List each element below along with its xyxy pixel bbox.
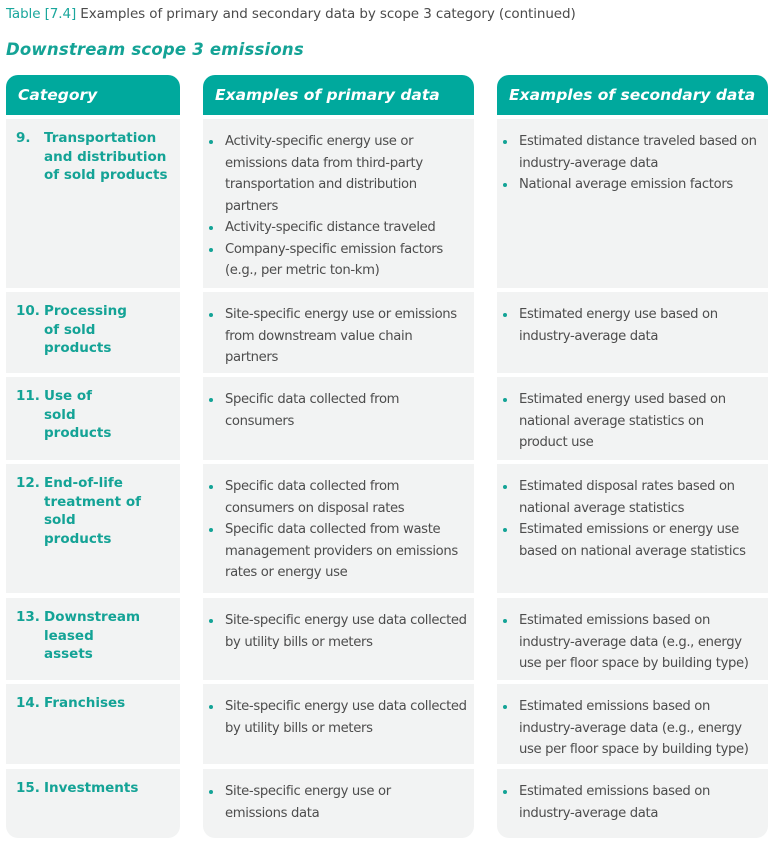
category-number: 12. <box>16 475 40 491</box>
bullet-item: Specific data collected from consumers on disposal rates <box>225 476 425 519</box>
table-number: Table [7.4] <box>6 6 77 22</box>
category-cell <box>6 684 180 764</box>
category-column <box>6 75 180 838</box>
secondary-data-header: Examples of secondary data <box>497 75 768 115</box>
bullet-item: Estimated energy used based on national average statistics on product use <box>519 389 734 454</box>
category-name: End-of-life treatment of sold products <box>44 475 141 547</box>
category-name: Use of sold products <box>44 388 112 441</box>
primary-data-header: Examples of primary data <box>203 75 474 115</box>
category-name: Investments <box>44 780 139 796</box>
table-caption-text: Examples of primary and secondary data by scope 3 category (continued) <box>76 6 576 22</box>
secondary-data-cell <box>497 598 768 680</box>
primary-data-cell <box>203 377 474 460</box>
bullet-item: Estimated emissions based on industry-average data <box>519 781 719 824</box>
category-name: Transportation and distribution of sold products <box>44 130 168 183</box>
category-cell <box>6 119 180 288</box>
bullet-item: Site-specific energy use or emissions data <box>225 781 405 824</box>
bullet-item: National average emission factors <box>519 174 762 196</box>
bullet-item: Site-specific energy use or emissions from downstream value chain partners <box>225 304 468 369</box>
category-name: Downstream leased assets <box>44 609 141 662</box>
bullet-item: Estimated emissions or energy use based on national average statistics <box>519 519 762 562</box>
primary-data-column <box>203 75 474 838</box>
secondary-data-cell <box>497 292 768 373</box>
category-number: 10. <box>16 303 40 319</box>
secondary-data-cell <box>497 377 768 460</box>
primary-data-cell <box>203 769 474 838</box>
category-number: 15. <box>16 780 40 796</box>
bullet-item: Estimated distance traveled based on industry-average data <box>519 131 762 174</box>
bullet-item: Site-specific energy use data collected by utility bills or meters <box>225 696 468 739</box>
section-title: Downstream scope 3 emissions <box>6 40 304 59</box>
category-cell <box>6 377 180 460</box>
bullet-item: Activity-specific distance traveled <box>225 217 468 239</box>
category-cell <box>6 598 180 680</box>
category-number: 13. <box>16 609 40 625</box>
category-number: 11. <box>16 388 40 404</box>
bullet-item: Estimated energy use based on industry-average data <box>519 304 719 347</box>
category-header: Category <box>6 75 180 115</box>
primary-data-cell <box>203 684 474 764</box>
category-name: Processing of sold products <box>44 303 127 356</box>
secondary-data-column <box>497 75 768 838</box>
bullet-item: Site-specific energy use data collected by utility bills or meters <box>225 610 468 653</box>
primary-data-cell <box>203 464 474 593</box>
category-cell <box>6 292 180 373</box>
primary-data-cell <box>203 292 474 373</box>
category-name: Franchises <box>44 695 126 711</box>
secondary-data-cell <box>497 769 768 838</box>
bullet-item: Estimated disposal rates based on national average statistics <box>519 476 744 519</box>
bullet-item: Specific data collected from consumers <box>225 389 415 432</box>
category-cell <box>6 769 180 838</box>
category-number: 14. <box>16 695 40 711</box>
category-cell <box>6 464 180 593</box>
bullet-item: Activity-specific energy use or emissions data from third-party transportation and distribution partners <box>225 131 468 217</box>
bullet-item: Estimated emissions based on industry-average data (e.g., energy use per floor space by building type) <box>519 696 762 761</box>
primary-data-cell <box>203 119 474 288</box>
primary-data-cell <box>203 598 474 680</box>
table-caption <box>6 6 576 22</box>
bullet-item: Company-specific emission factors (e.g., per metric ton-km) <box>225 239 468 282</box>
bullet-item: Estimated emissions based on industry-average data (e.g., energy use per floor space by building type) <box>519 610 762 675</box>
bullet-item: Specific data collected from waste management providers on emissions rates or energy use <box>225 519 468 584</box>
category-number: 9. <box>16 130 31 146</box>
secondary-data-cell <box>497 464 768 593</box>
secondary-data-cell <box>497 119 768 288</box>
secondary-data-cell <box>497 684 768 764</box>
